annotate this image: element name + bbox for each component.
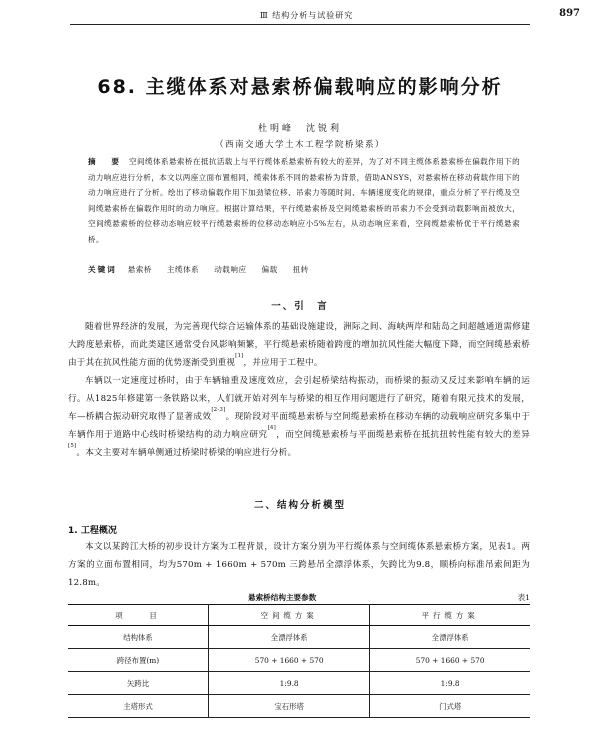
- table-header-cell: 平行缆方案: [370, 605, 530, 626]
- paper-title: 68. 主缆体系对悬索桥偏载响应的影响分析: [97, 76, 503, 98]
- table-cell: 570 + 1660 + 570: [370, 649, 530, 672]
- table-header-cell: 项 目: [68, 605, 209, 626]
- abstract-text: 空间缆体系悬索桥在抵抗活载上与平行缆体系悬索桥有较大的差异，为了对不同主缆体系悬索桥在偏载作用下的动力响应进行分析，本文以两座立面布置相同，缆索体系不同的悬索桥为背景，借助ANSYS，对悬索桥在移动荷载作用下的动力响应进行了分析。绘出了移动偏载作用下加劲梁位移、吊索力等随时间、车辆速度变化的规律，重点分析了平行缆及空间缆悬索桥在偏载作用时的动力响应。根据计算结果，平行缆悬索桥及空间缆悬索桥的吊索力不会受到动载影响而被放大，空间缆悬索桥的位移动态响应较平行缆悬索桥的位移动态响应小5%左右，从动态响应来看，空间缆悬索桥优于平行缆悬索桥。: [88, 157, 520, 244]
- table-cell: 门式塔: [370, 695, 530, 718]
- intro-paragraph-1: 随着世界经济的发展，为完善现代综合运输体系的基础设施建设，洲际之间、海峡两岸和陆岛之间超越通道需修建大跨度悬索桥，而此类建区通常受台风影响频繁，平行缆悬索桥随着跨度的增加抗风性能大幅度下降，而空间缆悬索桥由于其在抗风性能方面的优势逐渐受到重视[1]，并应用于工程中。: [68, 322, 530, 368]
- table-row: [68, 672, 530, 695]
- table-cell: 1:9.8: [209, 672, 370, 695]
- table-number: 表1: [517, 593, 530, 602]
- table-header-cell: 空间缆方案: [209, 605, 370, 626]
- model-heading: 二、结构分析模型: [253, 500, 346, 511]
- subsection-heading: 1. 工程概况: [68, 526, 117, 536]
- keyword: 悬索桥: [127, 265, 152, 274]
- authors: 杜明峰 沈锐利: [257, 124, 342, 134]
- affiliation: （西南交通大学土木工程学院桥梁系）: [214, 140, 385, 150]
- table-header-row: [68, 605, 530, 626]
- table-cell: 矢跨比: [68, 672, 209, 695]
- parameters-table: [68, 604, 530, 718]
- keywords: [88, 264, 520, 275]
- keyword: 偏载: [261, 265, 278, 274]
- table-row: [68, 649, 530, 672]
- project-overview-paragraph: 本文以某跨江大桥的初步设计方案为工程背景，设计方案分别为平行缆体系与空间缆体系悬索桥方案，见表1。两方案的立面布置相同，均为570m + 1660m + 570m 三跨悬吊全漂浮体系，矢跨比为9.8，顺桥向标准吊索间距为12.8m。: [68, 542, 530, 588]
- intro-heading: 一、引 言: [271, 301, 329, 312]
- table-cell: 1:9.8: [370, 672, 530, 695]
- table-cell: 宝石形塔: [209, 695, 370, 718]
- table-row: [68, 695, 530, 718]
- page-number: 897: [559, 8, 580, 19]
- citation: [4]: [267, 425, 276, 431]
- intro-body: [68, 318, 530, 462]
- citation: [5]: [68, 443, 77, 449]
- abstract-label: 摘 要: [88, 157, 124, 166]
- keyword: 动载响应: [214, 265, 247, 274]
- citation: [2-3]: [211, 407, 226, 413]
- table-cell: 跨径布置(m): [68, 649, 209, 672]
- table-cell: 全漂浮体系: [209, 626, 370, 649]
- keyword: 扭转: [292, 265, 309, 274]
- table-cell: 结构体系: [68, 626, 209, 649]
- table-cell: 全漂浮体系: [370, 626, 530, 649]
- abstract: [88, 154, 520, 247]
- running-header-section: Ⅲ 结构分析与试验研究: [260, 11, 354, 20]
- table-cell: 主塔形式: [68, 695, 209, 718]
- table-row: [68, 626, 530, 649]
- table-title: 悬索桥结构主要参数: [248, 593, 317, 602]
- citation: [1]: [235, 353, 244, 359]
- intro-paragraph-2: 车辆以一定速度过桥时，由于车辆轴重及速度效应，会引起桥梁结构振动，而桥梁的振动又反过来影响车辆的运行。从1825年修建第一条铁路以来，人们就开始对列车与桥梁的相互作用问题进行了研究，随着有限元技术的发展，车—桥耦合振动研究取得了显著成效[2-3]。现阶段对平面缆悬索桥与空间缆悬索桥在移动车辆的动载响应研究多集中于车辆作用于道路中心线时桥梁结构的动力响应研究[4]，而空间缆悬索桥与平面缆悬索桥在抵抗扭转性能有较大的差异[5]。本文主要对车辆单侧通过桥梁时桥梁的响应进行分析。: [68, 376, 530, 458]
- project-overview-body: [68, 538, 530, 592]
- table-cell: 570 + 1660 + 570: [209, 649, 370, 672]
- running-header: [70, 6, 580, 25]
- keyword: 主缆体系: [166, 265, 200, 274]
- keywords-label: 关键词: [88, 265, 117, 274]
